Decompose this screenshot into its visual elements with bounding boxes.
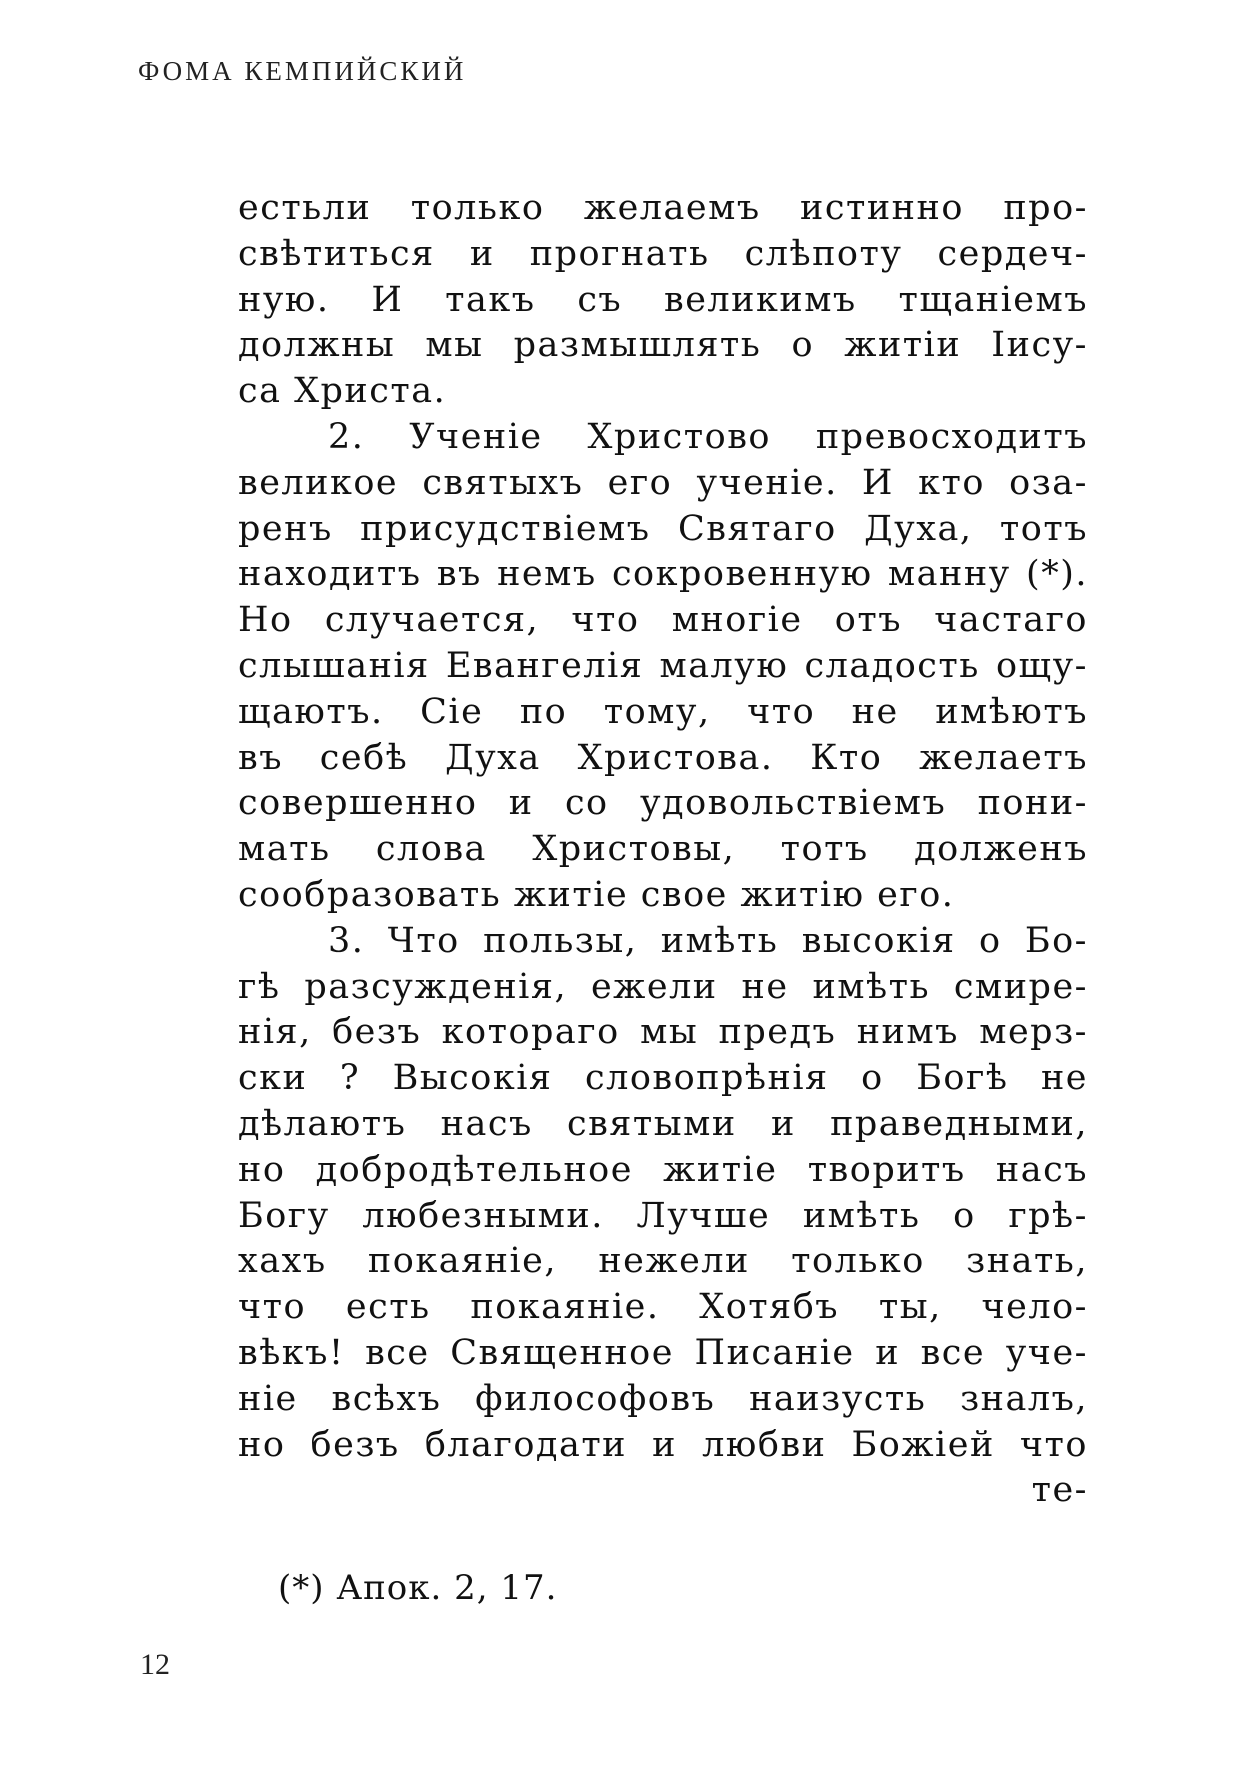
text-line: вѣкъ! все Священное Писаніе и все уче-: [238, 1332, 1088, 1373]
text-line: сообразовать житіе свое житію его.: [238, 874, 955, 915]
text-line: Но случается, что многіе отъ частаго: [238, 600, 1088, 641]
paragraph-3-start: 3. Что пользы, имѣть высокія о Бо-: [328, 920, 1088, 961]
text-line: мать слова Христовы, тотъ долженъ: [238, 829, 1088, 870]
text-line: великое святыхъ его ученіе. И кто оза-: [238, 462, 1088, 503]
text-line: въ себѣ Духа Христова. Кто желаетъ: [238, 737, 1088, 778]
text-line: Богу любезными. Лучше имѣть о грѣ-: [238, 1195, 1088, 1236]
text-line: слышанія Евангелія малую сладость ощу-: [238, 645, 1088, 686]
text-line: но безъ благодати и любви Божіей что: [238, 1424, 1088, 1465]
text-line: свѣтиться и прогнать слѣпоту сердеч-: [238, 233, 1088, 274]
page-number: 12: [140, 1648, 170, 1681]
body-text: [238, 186, 1088, 1514]
footnote: (*) Апок. 2, 17.: [278, 1568, 558, 1608]
text-line: щаютъ. Сіе по тому, что не имѣютъ: [238, 691, 1088, 732]
text-line: но добродѣтельное житіе творитъ насъ: [238, 1149, 1088, 1190]
text-line: совершенно и со удовольствіемъ пони-: [238, 783, 1088, 824]
text-line: естьли только желаемъ истинно про-: [238, 188, 1088, 228]
running-head: ФОМА КЕМПИЙСКИЙ: [138, 56, 467, 86]
text-line: гѣ разсужденія, ежели не имѣть смире-: [238, 966, 1088, 1007]
text-line: хахъ покаяніе, нежели только знать,: [238, 1241, 1088, 1282]
text-line: нія, безъ котораго мы предъ нимъ мерз-: [238, 1012, 1088, 1053]
text-line: ски ? Высокія словопрѣнія о Богѣ не: [238, 1058, 1088, 1099]
text-line: ренъ присудствіемъ Святаго Духа, тотъ: [238, 508, 1088, 549]
text-line: ніе всѣхъ философовъ наизусть зналъ,: [238, 1378, 1088, 1419]
text-line: должны мы размышлять о житіи Іису-: [238, 325, 1088, 366]
text-line: ную. И такъ съ великимъ тщаніемъ: [238, 279, 1088, 320]
text-line: дѣлаютъ насъ святыми и праведными,: [238, 1103, 1088, 1144]
paragraph-2-start: 2. Ученіе Христово превосходитъ: [328, 416, 1088, 457]
text-line: са Христа.: [238, 371, 447, 412]
text-line: находитъ въ немъ сокровенную манну (*).: [238, 554, 1088, 595]
text-line: что есть покаяніе. Хотябъ ты, чело-: [238, 1287, 1088, 1328]
catchword: те-: [1031, 1470, 1088, 1511]
